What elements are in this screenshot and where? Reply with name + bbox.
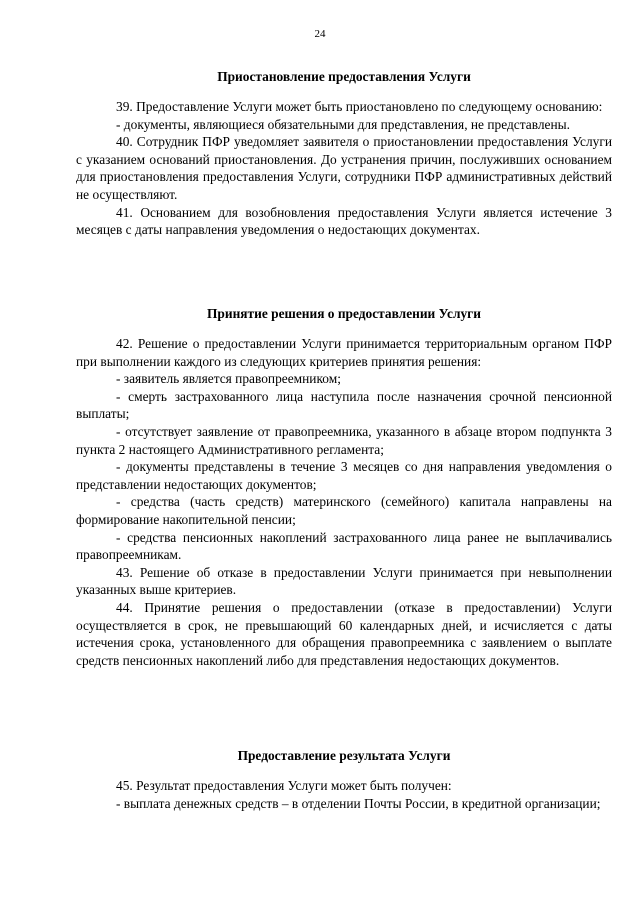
paragraph: 39. Предоставление Услуги может быть приостановлено по следующему основанию:	[116, 99, 603, 114]
list-item: - средства пенсионных накоплений застрахованного лица ранее не выплачивались правопреемникам.	[76, 529, 612, 563]
paragraph: 41. Основанием для возобновления предоставления Услуги является истечение 3 месяцев с даты направления уведомления о недостающих документах.	[76, 204, 612, 238]
section-heading: Принятие решения о предоставлении Услуги	[207, 306, 481, 321]
list-item: - смерть застрахованного лица наступила после назначения срочной пенсионной выплаты;	[76, 388, 612, 422]
list-item: - средства (часть средств) материнского (семейного) капитала направлены на формирование накопительной пенсии;	[76, 494, 612, 527]
section-heading: Приостановление предоставления Услуги	[217, 69, 471, 84]
paragraph: 40. Сотрудник ПФР уведомляет заявителя о приостановлении предоставления Услуги с указанием оснований приостановления. До устранения причин, послуживших основанием для приостановления предоставления Услуги, сотрудники ПФР административных действий не осуществляют.	[76, 134, 612, 202]
list-item: - заявитель является правопреемником;	[116, 371, 341, 387]
paragraph: 43. Решение об отказе в предоставлении Услуги принимается при невыполнении указанных выше критериев.	[76, 564, 612, 598]
section-decision-body	[76, 335, 612, 669]
section-suspension	[76, 68, 612, 85]
paragraph: 44. Принятие решения о предоставлении (отказе в предоставлении) Услуги осуществляется в срок, не превышающий 60 календарных дней, и исчисляется с даты истечения срока, установленного для обращения правопреемника с заявлением о выплате средств пенсионных накоплений либо для представления недостающих документов.	[76, 599, 612, 668]
page-number: 24	[314, 28, 326, 40]
section-decision	[76, 305, 612, 322]
list-item: - документы представлены в течение 3 месяцев со дня направления уведомления о представлении недостающих документов;	[76, 459, 612, 492]
section-result-body	[76, 777, 612, 812]
section-suspension-body	[76, 98, 612, 239]
paragraph: 45. Результат предоставления Услуги может быть получен:	[116, 778, 452, 793]
paragraph: 42. Решение о предоставлении Услуги принимается территориальным органом ПФР при выполнении каждого из следующих критериев принятия решения:	[76, 336, 612, 369]
section-result	[76, 747, 612, 764]
list-item: - выплата денежных средств – в отделении Почты России, в кредитной организации;	[116, 795, 601, 811]
list-item: - документы, являющиеся обязательными для представления, не представлены.	[116, 116, 570, 132]
list-item: - отсутствует заявление от правопреемника, указанного в абзаце втором подпункта 3 пункта 2 настоящего Административного регламента;	[76, 423, 612, 457]
section-heading: Предоставление результата Услуги	[237, 748, 451, 763]
